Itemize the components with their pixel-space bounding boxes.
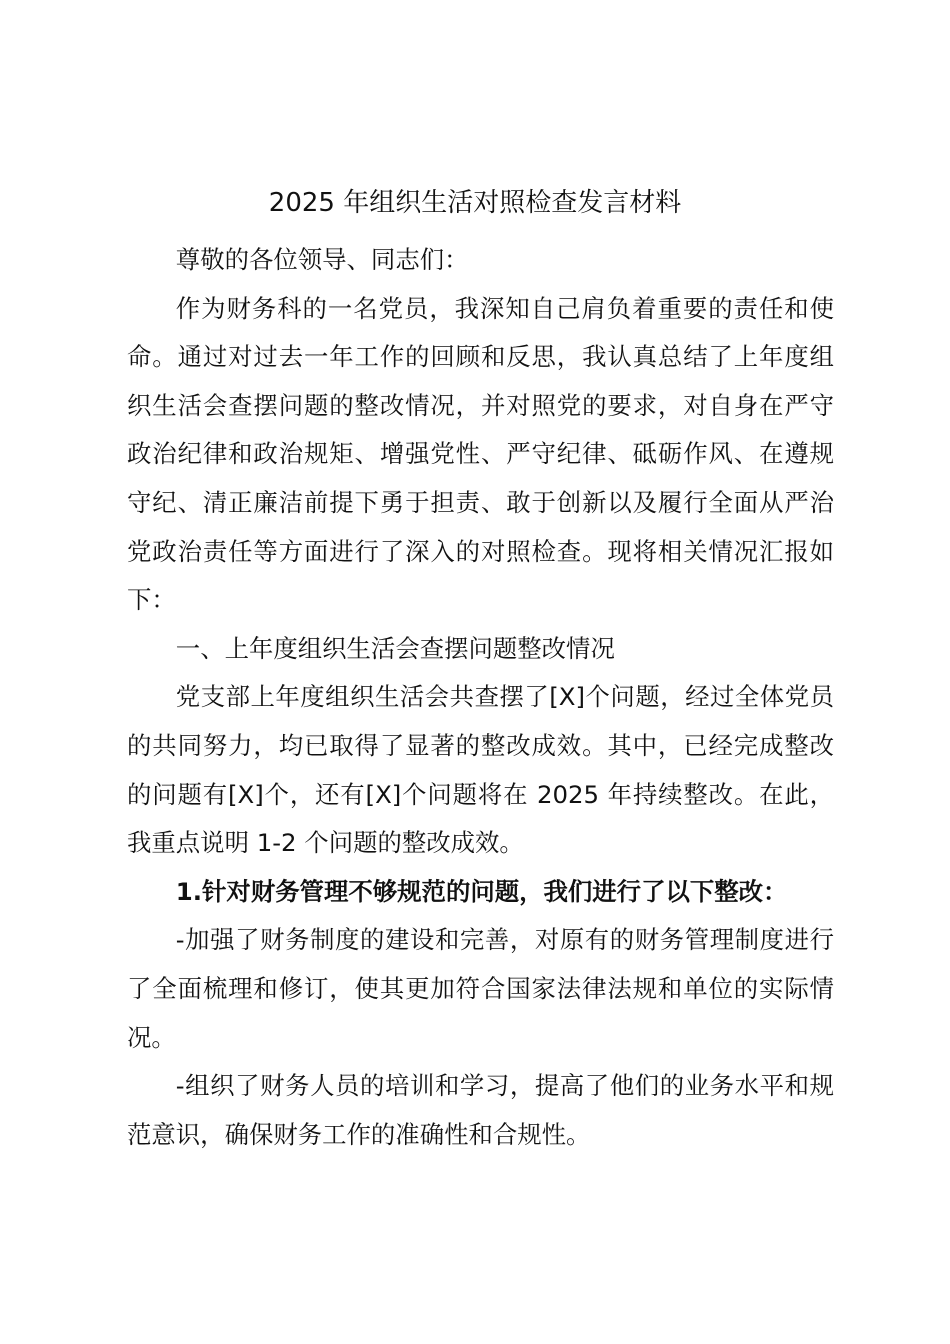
greeting: 尊敬的各位领导、同志们： [175, 245, 469, 274]
rectification-summary-paragraph: 党支部上年度组织生活会共查摆了[X]个问题，经过全体党员的共同努力，均已取得了显著的整改成效。其中，已经完成整改的问题有[X]个，还有[X]个问题将在 2025 年持续整改。在此，我重点说明 1-2 个问题的整改成效。 [127, 682, 834, 858]
intro-paragraph: 作为财务科的一名党员，我深知自己肩负着重要的责任和使命。通过对过去一年工作的回顾和反思，我认真总结了上年度组织生活会查摆问题的整改情况，并对照党的要求，对自身在严守政治纪律和政治规矩、增强党性、严守纪律、砥砺作风、在遵规守纪、清正廉洁前提下勇于担责、敢于创新以及履行全面从严治党政治责任等方面进行了深入的对照检查。现将相关情况汇报如下： [127, 293, 834, 615]
subsection-heading: 1.针对财务管理不够规范的问题，我们进行了以下整改： [175, 876, 788, 906]
list-item: -组织了财务人员的培训和学习，提高了他们的业务水平和规范意识，确保财务工作的准确性和合规性。 [127, 1071, 834, 1149]
list-item: -加强了财务制度的建设和完善，对原有的财务管理制度进行了全面梳理和修订，使其更加符合国家法律法规和单位的实际情况。 [127, 925, 834, 1052]
document-body [127, 236, 834, 1159]
section-heading: 一、上年度组织生活会查摆问题整改情况 [175, 633, 615, 663]
document-title: 2025 年组织生活对照检查发言材料 [268, 188, 682, 218]
